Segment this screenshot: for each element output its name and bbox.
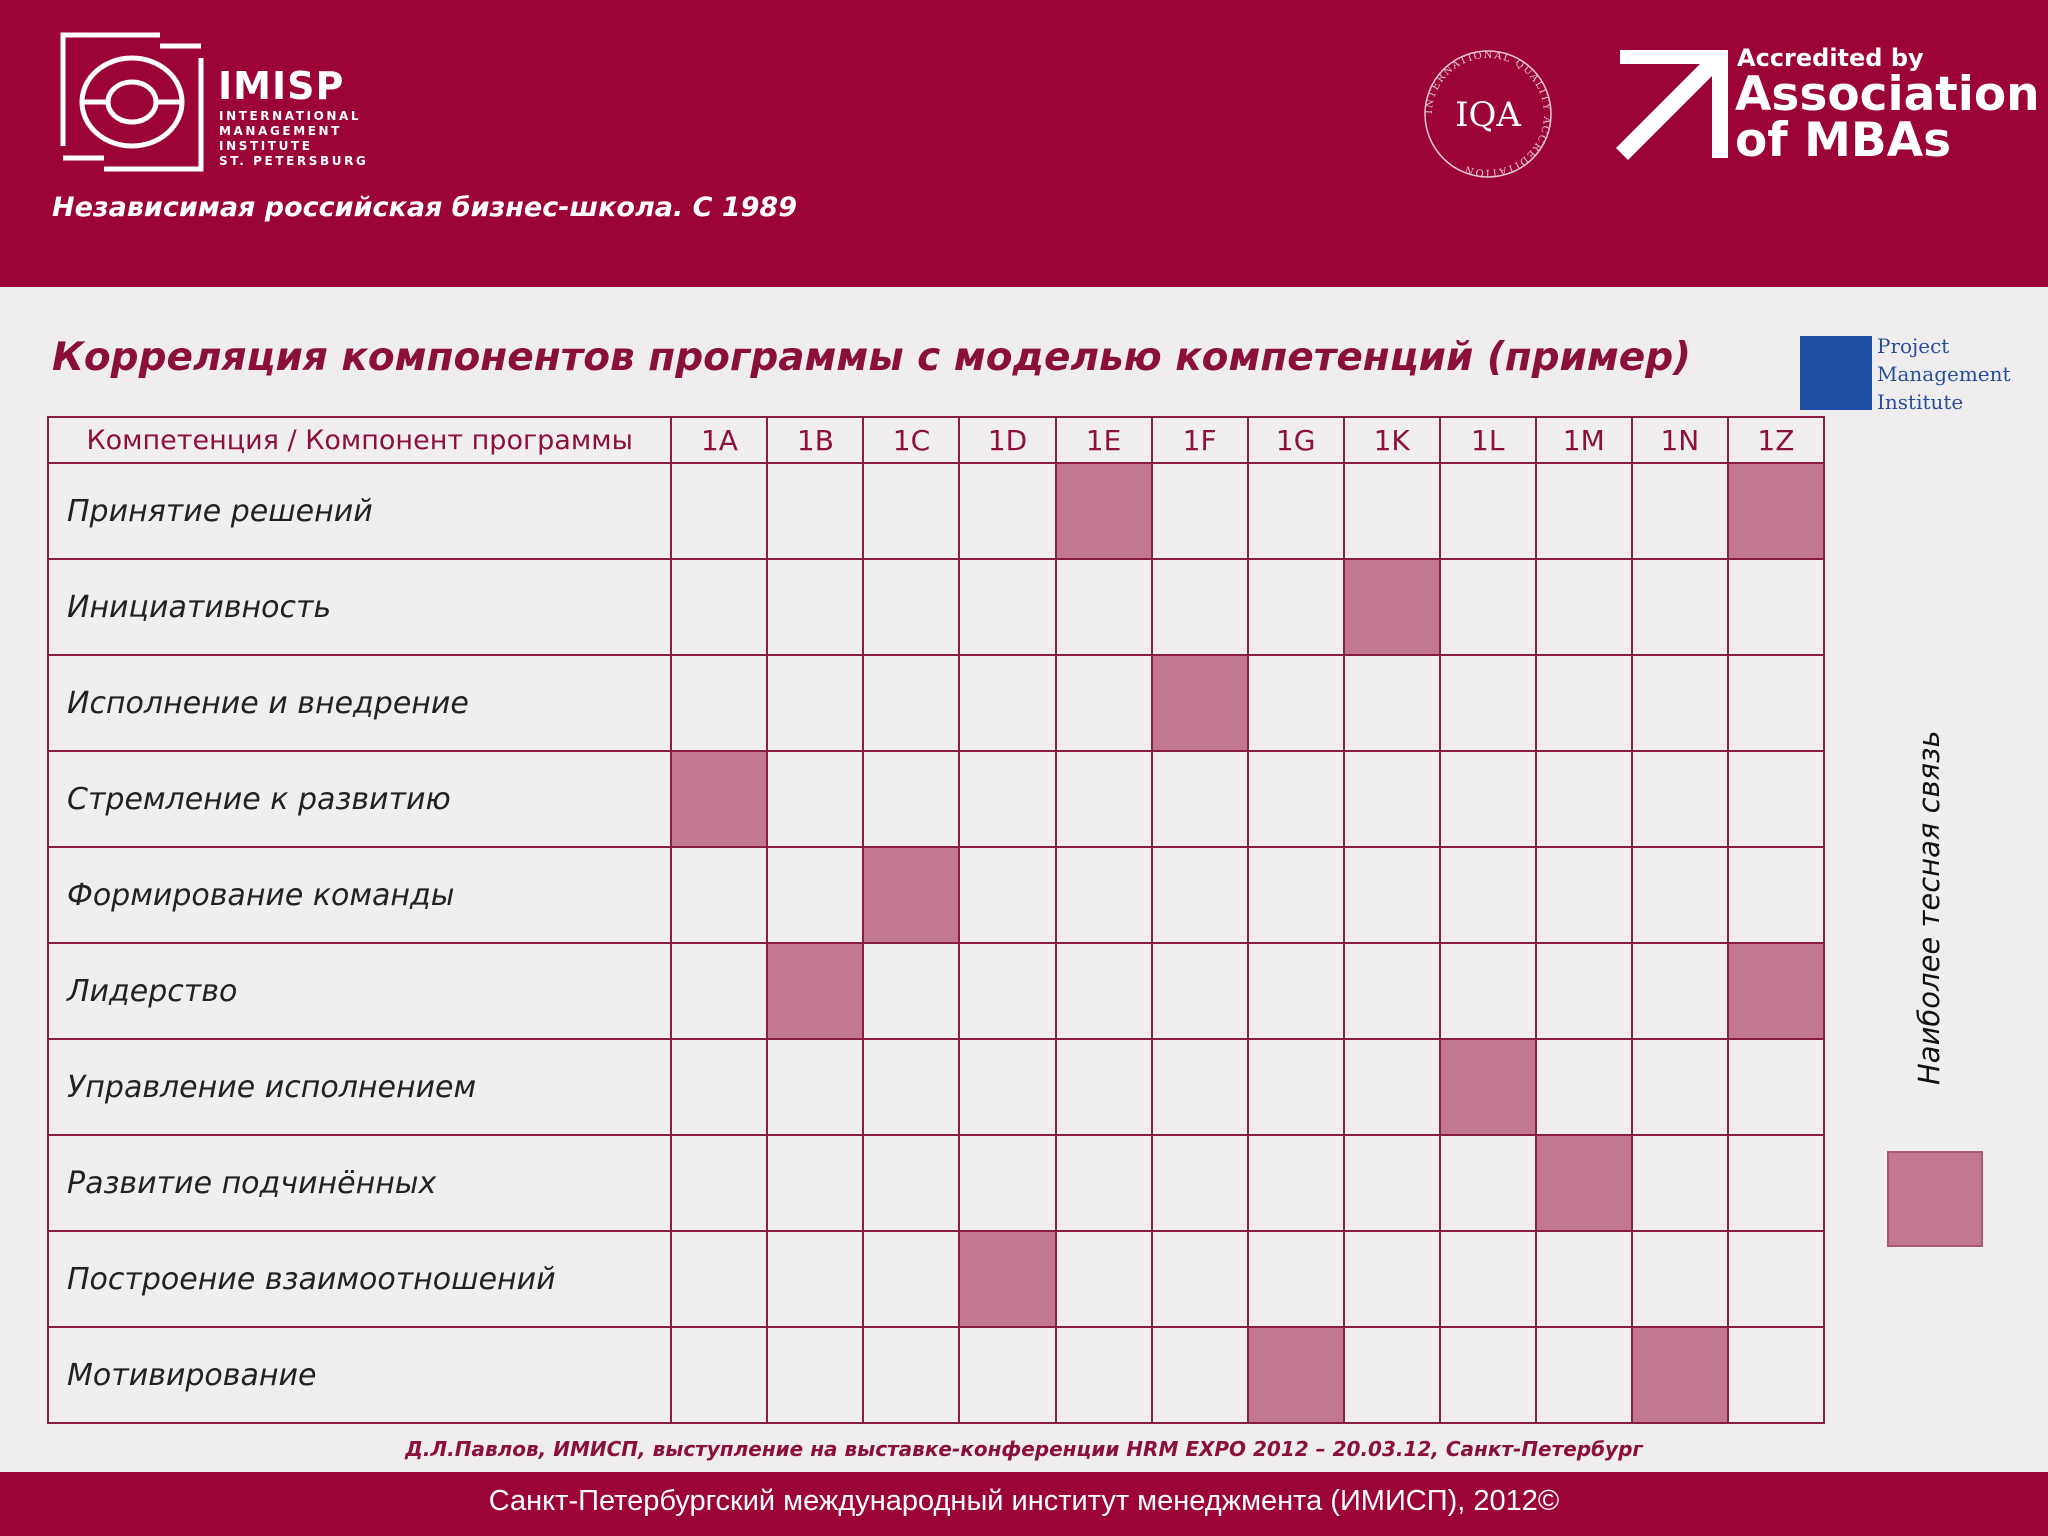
matrix-cell	[767, 655, 863, 751]
matrix-cell	[1728, 1231, 1824, 1327]
column-header: 1A	[671, 417, 767, 463]
matrix-cell-marked	[671, 751, 767, 847]
matrix-cell-marked	[1632, 1327, 1728, 1423]
matrix-cell	[1440, 463, 1536, 559]
matrix-cell	[1152, 1039, 1248, 1135]
amba-arrow-icon	[1614, 46, 1734, 164]
competency-label: Принятие решений	[48, 463, 671, 559]
matrix-cell	[959, 1327, 1055, 1423]
column-header: 1C	[863, 417, 959, 463]
matrix-cell	[671, 847, 767, 943]
footer-band	[0, 1472, 2048, 1536]
matrix-cell	[1632, 1231, 1728, 1327]
matrix-cell	[1728, 655, 1824, 751]
matrix-cell	[959, 655, 1055, 751]
matrix-row	[48, 655, 1824, 751]
page-title: Корреляция компонентов программы с моделью компетенций (пример)	[52, 335, 1691, 380]
matrix-cell	[1632, 1039, 1728, 1135]
brand-subtitle	[219, 109, 379, 169]
legend-label: Наиболее тесная связь	[1912, 730, 1946, 1085]
matrix-cell	[1056, 847, 1152, 943]
matrix-cell	[1440, 943, 1536, 1039]
amba-name-line: of MBAs	[1735, 113, 1952, 168]
column-header: 1L	[1440, 417, 1536, 463]
iqa-ring-text: INTERNATIONAL QUALITY ACCREDITATION	[1423, 49, 1553, 179]
matrix-cell	[863, 1135, 959, 1231]
matrix-cell	[1248, 1039, 1344, 1135]
matrix-cell	[1440, 1327, 1536, 1423]
pmi-name-line: Institute	[1877, 390, 1964, 414]
brand-sub-line: ST. PETERSBURG	[219, 154, 369, 168]
matrix-cell	[1728, 559, 1824, 655]
matrix-cell	[767, 1231, 863, 1327]
matrix-cell-marked	[1248, 1327, 1344, 1423]
matrix-cell	[959, 1039, 1055, 1135]
matrix-row	[48, 751, 1824, 847]
matrix-cell	[1440, 1231, 1536, 1327]
matrix-row	[48, 1039, 1824, 1135]
matrix-cell	[1056, 1231, 1152, 1327]
matrix-cell	[863, 1039, 959, 1135]
column-header: 1M	[1536, 417, 1632, 463]
matrix-cell	[1152, 1231, 1248, 1327]
pmi-name-line: Project	[1877, 334, 1950, 358]
matrix-row	[48, 463, 1824, 559]
matrix-cell	[1248, 847, 1344, 943]
matrix-cell	[1344, 1039, 1440, 1135]
matrix-cell	[1248, 463, 1344, 559]
matrix-cell	[959, 751, 1055, 847]
matrix-cell	[1344, 463, 1440, 559]
matrix-cell	[863, 1231, 959, 1327]
header-band	[0, 0, 2048, 287]
matrix-cell	[671, 1231, 767, 1327]
footer-text: Санкт-Петербургский международный институт менеджмента (ИМИСП), 2012©	[488, 1485, 1560, 1517]
amba-name	[1735, 67, 2040, 168]
matrix-cell	[1344, 751, 1440, 847]
column-header: 1D	[959, 417, 1055, 463]
iqa-label: IQA	[1455, 95, 1521, 135]
matrix-cell-marked	[1344, 559, 1440, 655]
matrix-cell-marked	[1728, 943, 1824, 1039]
matrix-cell	[959, 559, 1055, 655]
matrix-cell-marked	[1056, 463, 1152, 559]
citation: Д.Л.Павлов, ИМИСП, выступление на выставке-конференции HRM EXPO 2012 – 20.03.12, Санкт-Петербург	[405, 1437, 1643, 1461]
competency-label: Лидерство	[48, 943, 671, 1039]
matrix-cell	[1248, 1231, 1344, 1327]
matrix-cell	[1536, 463, 1632, 559]
column-header: 1K	[1344, 417, 1440, 463]
matrix-cell	[1152, 847, 1248, 943]
matrix-cell	[1152, 1135, 1248, 1231]
matrix-cell	[1632, 559, 1728, 655]
matrix-row	[48, 1231, 1824, 1327]
matrix-cell	[671, 655, 767, 751]
matrix-cell	[1344, 943, 1440, 1039]
column-header: 1Z	[1728, 417, 1824, 463]
matrix-cell	[1632, 943, 1728, 1039]
competency-label: Стремление к развитию	[48, 751, 671, 847]
matrix-cell	[1344, 1327, 1440, 1423]
matrix-cell	[1440, 751, 1536, 847]
matrix-row	[48, 559, 1824, 655]
matrix-cell	[671, 1039, 767, 1135]
pmi-logo	[1797, 332, 2011, 414]
matrix-cell	[1632, 751, 1728, 847]
matrix-cell-marked	[1440, 1039, 1536, 1135]
matrix-cell	[767, 751, 863, 847]
matrix-cell	[1056, 1327, 1152, 1423]
amba-name-line: Association	[1735, 67, 2040, 122]
matrix-row	[48, 847, 1824, 943]
matrix-cell	[1728, 1327, 1824, 1423]
matrix-cell	[1632, 463, 1728, 559]
matrix-cell	[1344, 847, 1440, 943]
matrix-cell	[1056, 1135, 1152, 1231]
matrix-cell	[1632, 655, 1728, 751]
matrix-cell	[1536, 1327, 1632, 1423]
matrix-cell	[959, 847, 1055, 943]
matrix-cell	[1728, 847, 1824, 943]
matrix-cell	[863, 943, 959, 1039]
matrix-cell-marked	[767, 943, 863, 1039]
matrix-cell	[1344, 1231, 1440, 1327]
matrix-body	[48, 463, 1824, 1423]
brand-name: IMISP	[218, 64, 345, 108]
matrix-cell	[1728, 1135, 1824, 1231]
matrix-cell	[767, 847, 863, 943]
brand-sub-line: INSTITUTE	[219, 139, 313, 153]
matrix-cell	[671, 943, 767, 1039]
iqa-seal-icon	[1418, 44, 1558, 184]
competency-label: Инициативность	[48, 559, 671, 655]
legend-swatch	[1887, 1151, 1983, 1247]
column-header: 1G	[1248, 417, 1344, 463]
matrix-cell	[863, 1327, 959, 1423]
matrix-cell	[1440, 1135, 1536, 1231]
matrix-cell	[1344, 655, 1440, 751]
matrix-cell	[1152, 751, 1248, 847]
matrix-cell	[1536, 655, 1632, 751]
matrix-cell	[1632, 847, 1728, 943]
matrix-row	[48, 1135, 1824, 1231]
matrix-cell-marked	[1728, 463, 1824, 559]
matrix-cell-marked	[1152, 655, 1248, 751]
matrix-cell	[767, 1135, 863, 1231]
matrix-cell	[959, 463, 1055, 559]
matrix-cell	[671, 559, 767, 655]
matrix-cell	[1536, 847, 1632, 943]
matrix-cell	[1440, 655, 1536, 751]
matrix-cell	[1152, 943, 1248, 1039]
matrix-cell-marked	[863, 847, 959, 943]
matrix-cell	[767, 1327, 863, 1423]
matrix-cell	[1536, 943, 1632, 1039]
matrix-cell	[1344, 1135, 1440, 1231]
matrix-cell	[1056, 751, 1152, 847]
matrix-cell	[767, 1039, 863, 1135]
amba-accredited-label: Accredited by	[1737, 44, 1924, 72]
matrix-cell	[863, 559, 959, 655]
matrix-header-row	[48, 417, 1824, 463]
matrix-cell	[1728, 1039, 1824, 1135]
column-header: 1F	[1152, 417, 1248, 463]
matrix-cell	[1536, 751, 1632, 847]
matrix-cell	[1632, 1135, 1728, 1231]
matrix-cell	[863, 655, 959, 751]
matrix-cell	[1056, 943, 1152, 1039]
matrix-cell	[767, 559, 863, 655]
matrix-cell	[1248, 751, 1344, 847]
matrix-cell	[1440, 847, 1536, 943]
column-header: 1N	[1632, 417, 1728, 463]
matrix-row	[48, 1327, 1824, 1423]
matrix-cell	[1152, 559, 1248, 655]
pmi-name-line: Management	[1877, 362, 2011, 386]
matrix-cell	[671, 1135, 767, 1231]
matrix-cell	[1056, 559, 1152, 655]
matrix-cell	[1248, 943, 1344, 1039]
competency-label: Формирование команды	[48, 847, 671, 943]
matrix-cell	[1056, 1039, 1152, 1135]
matrix-cell	[863, 751, 959, 847]
matrix-cell	[1248, 559, 1344, 655]
matrix-cell	[1248, 1135, 1344, 1231]
matrix-row	[48, 943, 1824, 1039]
tagline: Независимая российская бизнес-школа. С 1989	[52, 192, 797, 223]
matrix-cell	[1536, 1039, 1632, 1135]
pmi-name	[1877, 332, 2011, 416]
competency-label: Построение взаимоотношений	[48, 1231, 671, 1327]
competency-label: Исполнение и внедрение	[48, 655, 671, 751]
competency-label: Мотивирование	[48, 1327, 671, 1423]
matrix-cell	[671, 463, 767, 559]
competency-label: Развитие подчинённых	[48, 1135, 671, 1231]
matrix-cell	[1536, 1231, 1632, 1327]
brand-sub-line: INTERNATIONAL	[219, 109, 362, 123]
matrix-cell-marked	[1536, 1135, 1632, 1231]
pmi-mark-icon	[1800, 336, 1872, 410]
matrix-cell	[1056, 655, 1152, 751]
matrix-cell	[1248, 655, 1344, 751]
column-header: 1B	[767, 417, 863, 463]
matrix-cell	[1728, 751, 1824, 847]
imisp-logo-icon	[60, 32, 204, 172]
matrix-cell	[959, 943, 1055, 1039]
competency-label: Управление исполнением	[48, 1039, 671, 1135]
matrix-cell	[863, 463, 959, 559]
matrix-cell	[959, 1135, 1055, 1231]
matrix-cell	[1536, 559, 1632, 655]
matrix-cell-marked	[959, 1231, 1055, 1327]
column-header: 1E	[1056, 417, 1152, 463]
brand-sub-line: MANAGEMENT	[219, 124, 342, 138]
matrix-cell	[1152, 1327, 1248, 1423]
competency-matrix	[47, 416, 1825, 1424]
matrix-cell	[1152, 463, 1248, 559]
matrix-cell	[1440, 559, 1536, 655]
matrix-cell	[671, 1327, 767, 1423]
matrix-cell	[767, 463, 863, 559]
matrix-corner-header: Компетенция / Компонент программы	[48, 417, 671, 463]
